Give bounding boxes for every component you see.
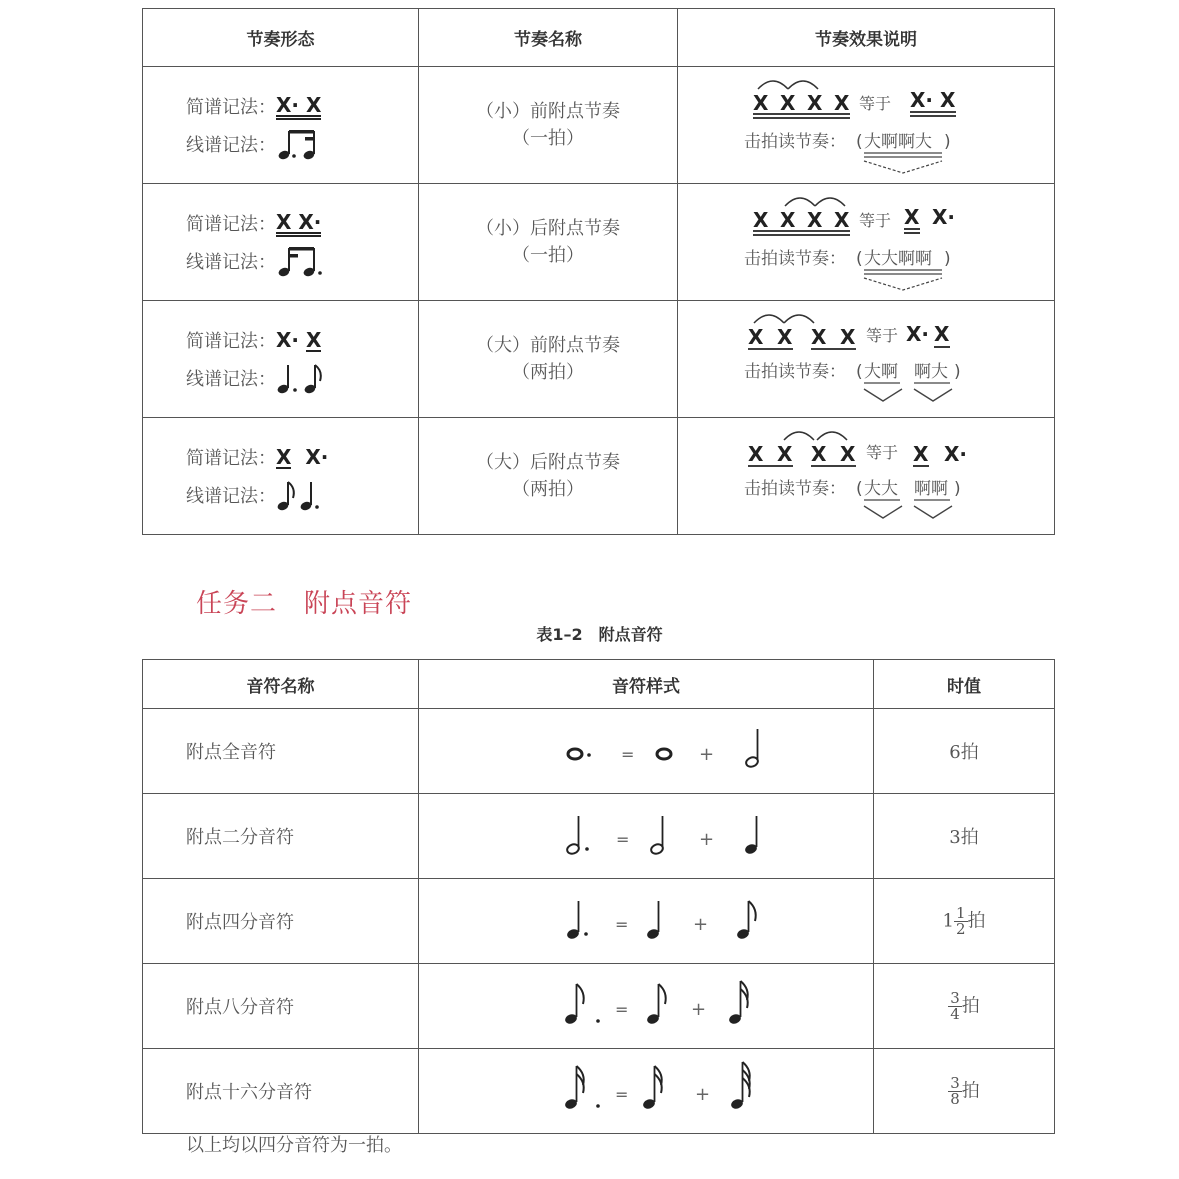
svg-text:X: X: [807, 208, 823, 232]
rhythm-form-cell: [143, 67, 419, 184]
duration-value: $\frac{3}{8}$ 拍: [874, 1049, 1055, 1134]
svg-text:+: +: [699, 829, 715, 850]
staff-label: 线谱记法：: [186, 369, 276, 390]
dotted-half-note-equation: [419, 794, 874, 874]
svg-text:X: X: [753, 91, 769, 115]
svg-text:啊啊: 啊啊: [914, 479, 948, 499]
note-style-cell: [419, 964, 874, 1049]
rhythm-effect-diagram: [678, 301, 1055, 413]
header-rhythm-form: 节奏形态: [143, 9, 419, 67]
svg-text:等于: 等于: [866, 326, 899, 345]
rhythm-form-cell: [143, 184, 419, 301]
note-name: 附点二分音符: [143, 794, 419, 879]
duration-value: $\frac{3}{4}$ 拍: [874, 964, 1055, 1049]
svg-text:击拍读节奏：: 击拍读节奏：: [744, 249, 846, 269]
svg-text:(: (: [856, 249, 863, 269]
jianpu-notation: X· X: [276, 328, 322, 352]
header-duration: 时值: [874, 660, 1055, 709]
staff-label: 线谱记法：: [186, 486, 276, 507]
rhythm-name-cell: （小）前附点节奏 （一拍）: [419, 67, 678, 184]
dotted-quarter-note-equation: [419, 879, 874, 959]
dotted-notes-header: [143, 660, 1055, 709]
dotted-sixteenth-note-equation: [419, 1049, 874, 1129]
svg-text:X: X: [834, 208, 850, 232]
footnote: 以上均以四分音符为一拍。: [186, 1135, 402, 1156]
table-row: [143, 964, 1055, 1049]
jianpu-notation: X X·: [276, 210, 321, 237]
svg-text:X: X: [780, 91, 796, 115]
svg-text:X·: X·: [910, 88, 934, 112]
duration-value: 3拍: [874, 794, 1055, 879]
dotted-notes-table: [142, 659, 1055, 1134]
svg-text:): ): [944, 249, 951, 269]
svg-text:X: X: [934, 322, 950, 346]
rhythm-name-cell: （大）前附点节奏 （两拍）: [419, 301, 678, 418]
svg-text:=: =: [615, 915, 629, 934]
svg-text:=: =: [615, 1000, 629, 1019]
header-rhythm-effect: 节奏效果说明: [678, 9, 1055, 67]
jianpu-label: 简谱记法：: [186, 214, 276, 235]
svg-text:击拍读节奏：: 击拍读节奏：: [744, 362, 846, 382]
rhythm-name-cell: （小）后附点节奏 （一拍）: [419, 184, 678, 301]
svg-text:): ): [954, 362, 961, 382]
svg-text:X: X: [780, 208, 796, 232]
svg-text:X: X: [840, 442, 856, 466]
svg-text:X: X: [811, 442, 827, 466]
header-note-name: 音符名称: [143, 660, 419, 709]
rhythm-table-header: [143, 9, 1055, 67]
staff-notation-icon: [276, 478, 324, 512]
header-rhythm-name: 节奏名称: [419, 9, 678, 67]
staff-notation-icon: [276, 127, 324, 161]
staff-label: 线谱记法：: [186, 135, 276, 156]
rhythm-effect-cell: [678, 418, 1055, 535]
svg-text:X: X: [807, 91, 823, 115]
svg-text:击拍读节奏：: 击拍读节奏：: [744, 132, 846, 152]
svg-text:大啊: 大啊: [864, 362, 898, 382]
svg-text:+: +: [695, 1084, 711, 1105]
jianpu-notation: X· X: [276, 93, 321, 120]
svg-text:): ): [944, 132, 951, 152]
rhythm-table: [142, 8, 1055, 535]
note-name: 附点四分音符: [143, 879, 419, 964]
svg-text:X·: X·: [906, 322, 930, 346]
svg-text:X: X: [913, 442, 929, 466]
rhythm-effect-diagram: [678, 67, 1055, 179]
rhythm-effect-diagram: [678, 184, 1055, 296]
table-row: [143, 794, 1055, 879]
svg-text:大啊啊大: 大啊啊大: [864, 132, 932, 152]
note-name: 附点八分音符: [143, 964, 419, 1049]
note-style-cell: [419, 794, 874, 879]
svg-text:): ): [954, 479, 961, 499]
jianpu-label: 简谱记法：: [186, 331, 276, 352]
svg-text:+: +: [691, 999, 707, 1020]
svg-text:+: +: [699, 744, 715, 765]
table-row: [143, 709, 1055, 794]
duration-value: 6拍: [874, 709, 1055, 794]
jianpu-label: 简谱记法：: [186, 97, 276, 118]
note-style-cell: [419, 709, 874, 794]
staff-label: 线谱记法：: [186, 252, 276, 273]
rhythm-effect-diagram: [678, 418, 1055, 530]
svg-text:大大: 大大: [864, 479, 898, 499]
rhythm-effect-cell: [678, 67, 1055, 184]
rhythm-form-cell: [143, 301, 419, 418]
note-name: 附点全音符: [143, 709, 419, 794]
svg-text:X: X: [834, 91, 850, 115]
svg-text:啊大: 啊大: [914, 362, 948, 382]
duration-value: 1 $\frac{1}{2}$ 拍: [874, 879, 1055, 964]
dotted-eighth-note-equation: [419, 964, 874, 1044]
svg-text:(: (: [856, 362, 863, 382]
rhythm-effect-cell: [678, 301, 1055, 418]
table-row: [143, 418, 1055, 535]
svg-text:=: =: [616, 830, 630, 849]
svg-text:等于: 等于: [866, 443, 899, 462]
svg-text:X: X: [940, 88, 956, 112]
svg-text:X: X: [811, 325, 827, 349]
header-note-style: 音符样式: [419, 660, 874, 709]
table-row: [143, 184, 1055, 301]
rhythm-effect-cell: [678, 184, 1055, 301]
dotted-whole-note-equation: [419, 709, 874, 789]
rhythm-name-cell: （大）后附点节奏 （两拍）: [419, 418, 678, 535]
svg-text:击拍读节奏：: 击拍读节奏：: [744, 479, 846, 499]
svg-text:=: =: [615, 1085, 629, 1104]
table-row: [143, 879, 1055, 964]
svg-text:大大啊啊: 大大啊啊: [864, 249, 932, 269]
svg-text:X: X: [777, 442, 793, 466]
jianpu-label: 简谱记法：: [186, 448, 276, 469]
jianpu-notation: X X·: [276, 445, 329, 469]
svg-text:X: X: [777, 325, 793, 349]
table-row: [143, 1049, 1055, 1134]
svg-text:=: =: [621, 745, 635, 764]
rhythm-form-cell: [143, 418, 419, 535]
note-style-cell: [419, 1049, 874, 1134]
svg-text:X·: X·: [944, 442, 968, 466]
svg-text:X: X: [753, 208, 769, 232]
svg-text:X: X: [748, 442, 764, 466]
table-row: [143, 301, 1055, 418]
task-heading: 任务二 附点音符: [196, 589, 413, 619]
svg-text:等于: 等于: [859, 94, 892, 113]
note-name: 附点十六分音符: [143, 1049, 419, 1134]
table-row: [143, 67, 1055, 184]
svg-text:X·: X·: [932, 205, 956, 229]
svg-text:X: X: [904, 205, 920, 229]
table-caption: 表1–2 附点音符: [536, 625, 663, 644]
svg-text:等于: 等于: [859, 211, 892, 230]
svg-text:X: X: [840, 325, 856, 349]
staff-notation-icon: [276, 244, 328, 278]
svg-text:(: (: [856, 479, 863, 499]
staff-notation-icon: [276, 361, 324, 395]
note-style-cell: [419, 879, 874, 964]
svg-text:+: +: [693, 914, 709, 935]
svg-text:(: (: [856, 132, 863, 152]
svg-text:X: X: [748, 325, 764, 349]
